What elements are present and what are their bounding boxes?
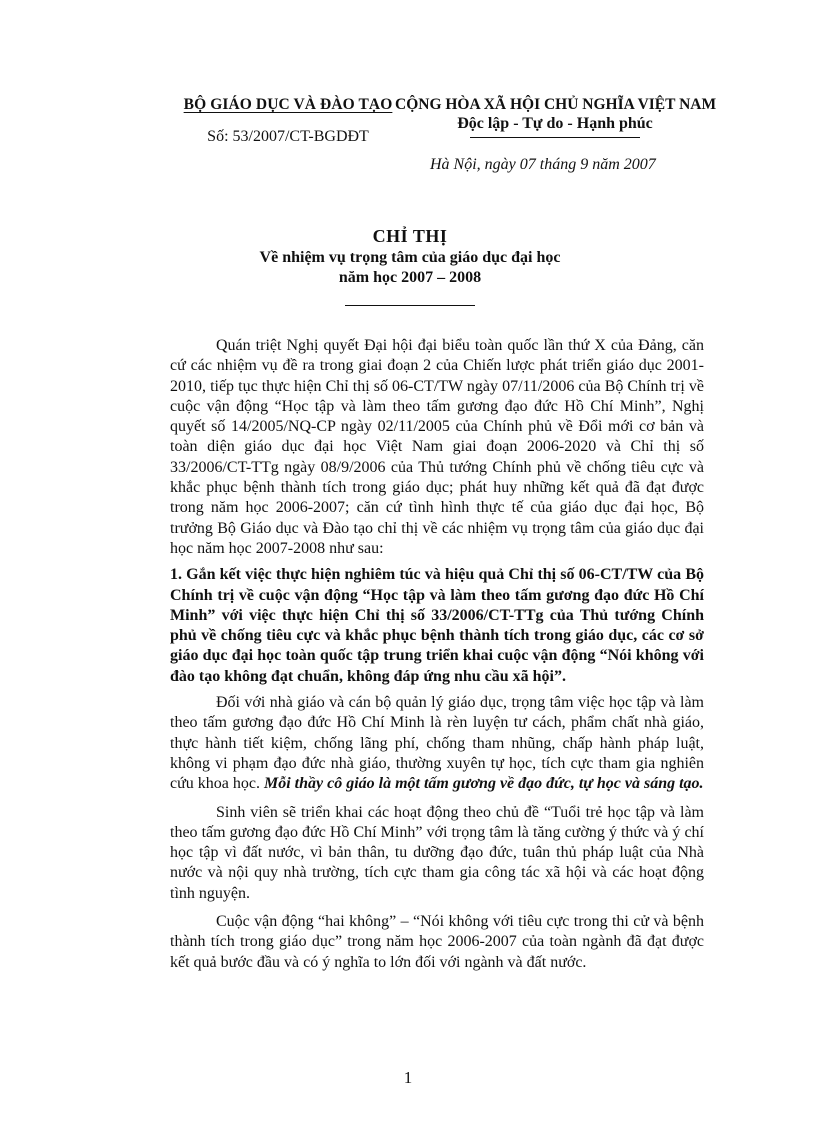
national-motto: Độc lập - Tự do - Hạnh phúc — [457, 115, 653, 132]
teachers-paragraph-text: Đối với nhà giáo và cán bộ quản lý giáo dục, trọng tâm việc học tập và làm theo tấm gương đạo đức Hồ Chí Minh là rèn luyện tư cách, phẩm chất nhà giáo, thực hành tiết kiệm, chống lãng phí, chống tham nhũng, chấp hành pháp luật, không vi phạm đạo đức nhà giáo, thường xuyên tự học, tích cực tham gia nghiên cứu khoa học. — [170, 694, 704, 793]
campaign-paragraph: Cuộc vận động “hai không” – “Nói không với tiêu cực trong thi cử và bệnh thành tích trong giáo dục” trong năm học 2006-2007 của toàn ngành đã đạt được kết quả bước đầu và có ý nghĩa to lớn đối với ngành và đất nước. — [170, 913, 704, 971]
motto-underline — [470, 137, 640, 138]
intro-paragraph: Quán triệt Nghị quyết Đại hội đại biểu toàn quốc lần thứ X của Đảng, căn cứ các nhiệm vụ đề ra trong giai đoạn 2 của Chiến lược phát triển giáo dục 2001-2010, tiếp tục thực hiện Chỉ thị số 06-CT/TW ngày 07/11/2006 của Bộ Chính trị về cuộc vận động “Học tập và làm theo tấm gương đạo đức Hồ Chí Minh”, Nghị quyết số 14/2005/NQ-CP ngày 02/11/2005 của Chính phủ về Đổi mới cơ bản và toàn diện giáo dục đại học Việt Nam giai đoạn 2006-2020 và Chỉ thị số 33/2006/CT-TTg ngày 08/9/2006 của Thủ tướng Chính phủ về chống tiêu cực và khắc phục bệnh thành tích trong giáo dục; phát huy những kết quả đã đạt được trong năm học 2006-2007; căn cứ tình hình thực tế của giáo dục đại học, Bộ trưởng Bộ Giáo dục và Đào tạo chỉ thị về các nhiệm vụ trọng tâm của giáo dục đại học năm học 2007-2008 như sau: — [170, 337, 704, 557]
title-block — [150, 226, 670, 306]
republic-name: CỘNG HÒA XÃ HỘI CHỦ NGHĨA VIỆT NAM — [395, 96, 717, 113]
place-and-date: Hà Nội, ngày 07 tháng 9 năm 2007 — [430, 156, 656, 173]
document-subtitle: Về nhiệm vụ trọng tâm của giáo dục đại học — [259, 249, 561, 266]
issuer-block — [183, 96, 393, 146]
ministry-name: BỘ GIÁO DỤC VÀ ĐÀO TẠO — [183, 96, 393, 113]
document-title: CHỈ THỊ — [372, 226, 448, 246]
teachers-paragraph — [170, 693, 704, 794]
title-divider — [345, 305, 475, 306]
section-1-heading: 1. Gắn kết việc thực hiện nghiêm túc và hiệu quả Chỉ thị số 06-CT/TW của Bộ Chính trị về cuộc vận động “Học tập và làm theo tấm gương đạo đức Hồ Chí Minh” với việc thực hiện Chỉ thị số 33/2006/CT-TTg của Thủ tướng Chính phủ về chống tiêu cực và khắc phục bệnh thành tích trong giáo dục, các cơ sở giáo dục đại học toàn quốc tập trung triển khai cuộc vận động “Nói không với đào tạo không đạt chuẩn, không đáp ứng nhu cầu xã hội”. — [170, 566, 704, 685]
page-number: 1 — [403, 1068, 413, 1087]
document-body — [170, 336, 704, 979]
national-header — [395, 96, 715, 138]
academic-year: năm học 2007 – 2008 — [338, 269, 482, 286]
teachers-emphasis: Mỗi thầy cô giáo là một tấm gương về đạo đức, tự học và sáng tạo. — [263, 775, 704, 793]
document-number: Số: 53/2007/CT-BGDĐT — [207, 128, 369, 145]
students-paragraph: Sinh viên sẽ triển khai các hoạt động theo chủ đề “Tuổi trẻ học tập và làm theo tấm gương đạo đức Hồ Chí Minh” với trọng tâm là tăng cường ý thức và ý chí học tập vì đất nước, vì bản thân, tu dưỡng đạo đức, tuân thủ pháp luật của Nhà nước và nội quy nhà trường, tích cực tham gia công tác xã hội và các hoạt động tình nguyện. — [170, 803, 704, 902]
